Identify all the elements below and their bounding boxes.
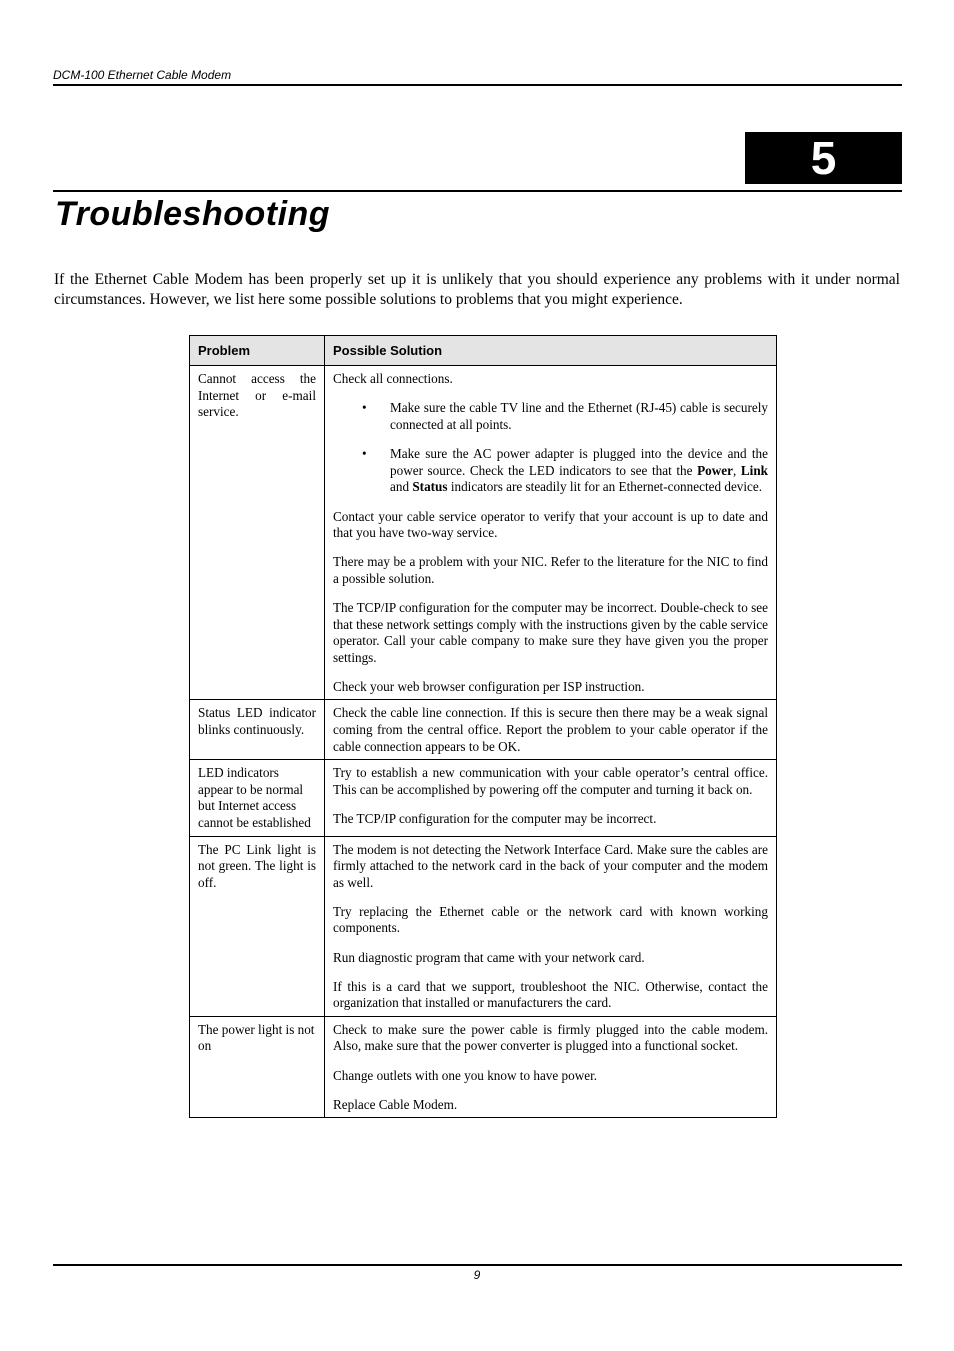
problem-text: Cannot access the Internet or e-mail service.	[198, 371, 316, 420]
chapter-rule	[53, 190, 902, 192]
problem-cell	[190, 760, 325, 836]
solution-paragraph: If this is a card that we support, troubleshoot the NIC. Otherwise, contact the organization that installed or manufacturers the card.	[333, 978, 768, 1011]
bullet-glyph: •	[362, 400, 367, 416]
solution-bullet-list	[333, 400, 768, 496]
solution-paragraph: Try to establish a new communication with your cable operator’s central office. This can be accomplished by powering off the computer and turning it back on.	[333, 765, 768, 797]
bullet-text: Make sure the cable TV line and the Ethernet (RJ-45) cable is securely connected at all points.	[390, 400, 768, 432]
solution-paragraph: Check to make sure the power cable is firmly plugged into the cable modem. Also, make sure that the power converter is plugged into a functional socket.	[333, 1021, 768, 1054]
solution-paragraph: Replace Cable Modem.	[333, 1096, 458, 1112]
problem-text: LED indicators appear to be normal but Internet access cannot be established	[198, 765, 311, 830]
bullet-glyph: •	[362, 446, 367, 462]
bullet-text-separator: ,	[732, 462, 741, 478]
solution-cell	[325, 1016, 777, 1117]
solution-paragraph: The modem is not detecting the Network Interface Card. Make sure the cables are firmly attached to the network card in the back of your computer and the modem as well.	[333, 841, 768, 890]
bullet-text-and: and	[390, 479, 413, 495]
power-indicator-name: Power	[697, 462, 733, 478]
solution-paragraph: Check your web browser configuration per ISP instruction.	[333, 678, 645, 694]
solution-cell	[325, 836, 777, 1016]
problem-text: The power light is not on	[198, 1021, 315, 1054]
footer-rule	[53, 1264, 902, 1266]
solution-paragraph: Contact your cable service operator to verify that your account is up to date and that you have two-way service.	[333, 508, 768, 541]
table-row	[190, 700, 777, 760]
solution-cell	[325, 760, 777, 836]
bullet-text: Make sure the AC power adapter is plugged into the device and the power source. Check the LED indicators to see that the	[390, 446, 768, 478]
link-indicator-name: Link	[740, 462, 769, 478]
solution-cell	[325, 700, 777, 760]
column-header-solution: Possible Solution	[325, 336, 777, 366]
solution-paragraph: Change outlets with one you know to have power.	[333, 1067, 598, 1083]
solution-paragraph: Check all connections.	[333, 371, 453, 386]
problem-text: The PC Link light is not green. The light is off.	[198, 841, 316, 890]
solution-paragraph: Run diagnostic program that came with your network card.	[333, 949, 645, 965]
solution-paragraph: There may be a problem with your NIC. Refer to the literature for the NIC to find a possible solution.	[333, 554, 768, 586]
problem-cell	[190, 1016, 325, 1117]
solution-paragraph: Check the cable line connection. If this is secure then there may be a weak signal coming from the central office. Report the problem to your cable operator if the cable connection appears to be OK.	[333, 705, 768, 754]
table-row	[190, 366, 777, 700]
solution-paragraph: The TCP/IP configuration for the computer may be incorrect.	[333, 810, 657, 826]
solution-paragraph: Try replacing the Ethernet cable or the network card with known working components.	[333, 903, 768, 936]
chapter-number-badge: 5	[745, 132, 902, 184]
chapter-title: Troubleshooting	[55, 195, 331, 233]
problem-text: Status LED indicator blinks continuously.	[198, 705, 316, 737]
intro-paragraph: If the Ethernet Cable Modem has been properly set up it is unlikely that you should experience any problems with it under normal circumstances. However, we list here some possible solutions to problems that you might experience.	[54, 271, 900, 308]
troubleshooting-table	[189, 335, 777, 1118]
table-row	[190, 836, 777, 1016]
problem-cell	[190, 836, 325, 1016]
header-rule	[53, 84, 902, 86]
solution-cell	[325, 366, 777, 700]
table-header-row	[190, 336, 777, 366]
solution-paragraph: The TCP/IP configuration for the computer may be incorrect. Double-check to see that these network settings comply with the instructions given by the cable service operator. Call your cable company to make sure they have given you the proper settings.	[333, 599, 768, 665]
column-header-problem: Problem	[190, 336, 325, 366]
status-indicator-name: Status	[412, 479, 448, 495]
table-row	[190, 1016, 777, 1117]
page-number: 9	[473, 1268, 481, 1282]
problem-cell	[190, 700, 325, 760]
bullet-text: indicators are steadily lit for an Ethernet-connected device.	[447, 479, 763, 495]
solution-bullet	[362, 400, 768, 433]
running-header: DCM-100 Ethernet Cable Modem	[53, 68, 232, 82]
problem-cell	[190, 366, 325, 700]
solution-bullet	[362, 446, 769, 496]
table-row	[190, 760, 777, 836]
